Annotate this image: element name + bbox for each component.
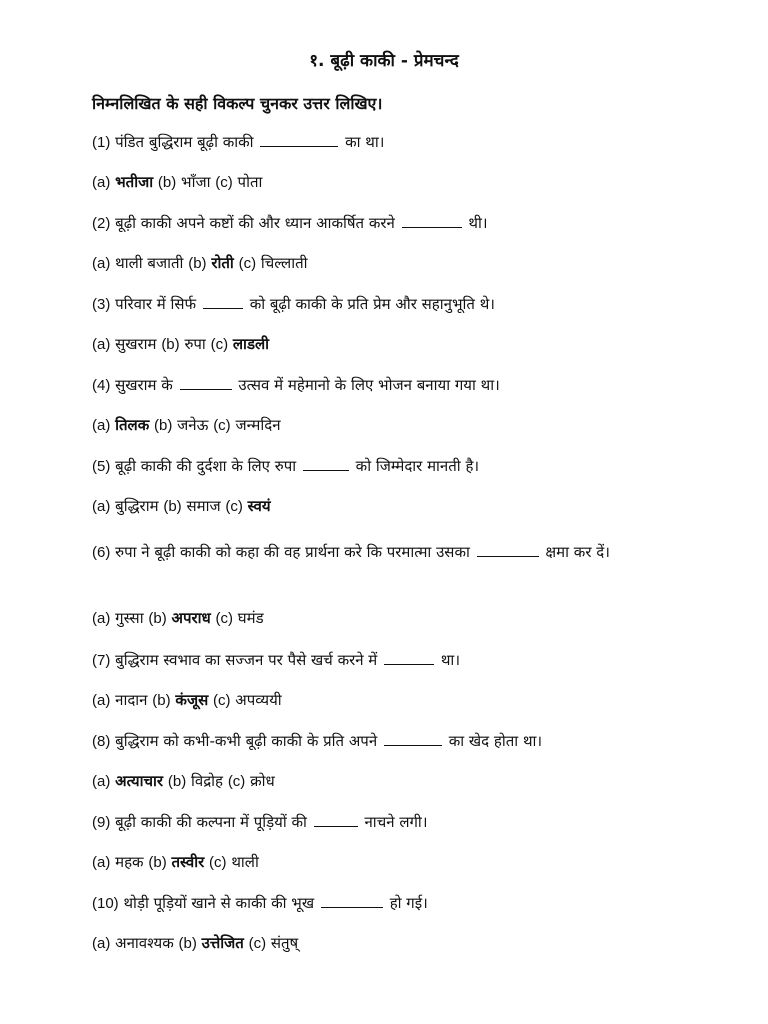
- question-row: [92, 294, 495, 314]
- answer-blank: [203, 294, 243, 309]
- option-label: (c): [238, 255, 257, 272]
- question-row: [92, 812, 428, 832]
- options-row: [92, 496, 271, 516]
- option-text: थाली बजाती: [115, 254, 184, 272]
- question-number: (7): [92, 652, 111, 669]
- question-text: बूढ़ी काकी की कल्पना में पूड़ियों की: [115, 813, 307, 831]
- options-row: [92, 852, 259, 872]
- question-text-end: था।: [440, 651, 460, 669]
- option-text: क्रोध: [250, 772, 275, 790]
- options-row: [92, 253, 308, 273]
- correct-option: स्वयं: [247, 497, 271, 515]
- correct-option: रोती: [211, 254, 234, 272]
- option-text: समाज: [186, 497, 221, 515]
- option-label: (b): [161, 336, 180, 353]
- question-text-end: को जिम्मेदार मानती है।: [355, 457, 480, 475]
- question-text-end: उत्सव में महेमानो के लिए भोजन बनाया गया था।: [238, 376, 500, 394]
- correct-option: कंजूस: [175, 691, 209, 709]
- option-text: नादान: [115, 691, 148, 709]
- question-row: [92, 375, 500, 395]
- option-label: (a): [92, 854, 111, 871]
- question-row: [92, 650, 460, 670]
- option-text: बुद्धिराम: [115, 497, 159, 515]
- correct-option: लाडली: [232, 335, 270, 353]
- option-text: जनेऊ: [177, 416, 209, 434]
- answer-blank: [303, 456, 349, 471]
- option-label: (b): [178, 935, 197, 952]
- option-label: (c): [215, 610, 234, 627]
- correct-option: भतीजा: [115, 173, 154, 191]
- option-text: सुखराम: [115, 335, 157, 353]
- question-number: (10): [92, 895, 119, 912]
- option-text: जन्मदिन: [235, 416, 281, 434]
- question-row: [92, 132, 384, 152]
- option-label: (c): [210, 336, 229, 353]
- option-text: संतुष्: [270, 934, 299, 952]
- options-row: [92, 172, 262, 192]
- option-label: (c): [213, 417, 231, 434]
- question-number: (6): [92, 544, 111, 561]
- question-row: [92, 731, 542, 751]
- option-label: (b): [148, 854, 167, 871]
- option-text: विद्रोह: [190, 772, 224, 790]
- question-text: बुद्धिराम स्वभाव का सज्जन पर पैसे खर्च करने में: [115, 651, 378, 669]
- option-text: पोता: [237, 173, 263, 191]
- options-row: [92, 608, 264, 628]
- options-row: [92, 690, 282, 710]
- correct-option: अपराध: [171, 609, 211, 627]
- question-row: [92, 213, 488, 233]
- answer-blank: [314, 812, 358, 827]
- option-text: गुस्सा: [115, 609, 144, 627]
- correct-option: उत्तेजित: [201, 934, 244, 952]
- question-text: रुपा ने बूढ़ी काकी को कहा की वह प्रार्थना करे कि परमात्मा उसका: [115, 543, 470, 561]
- page-title: १. बूढ़ी काकी - प्रेमचन्द: [309, 51, 459, 71]
- question-text-end: को बूढ़ी काकी के प्रति प्रेम और सहानुभूति थे।: [249, 295, 495, 313]
- answer-blank: [402, 213, 462, 228]
- options-row: [92, 933, 298, 953]
- answer-blank: [384, 731, 442, 746]
- question-number: (8): [92, 733, 111, 750]
- option-text: अनावश्यक: [115, 934, 174, 952]
- question-text-end: थी।: [468, 214, 488, 232]
- option-label: (a): [92, 174, 111, 191]
- question-text: बूढ़ी काकी की दुर्दशा के लिए रुपा: [115, 457, 297, 475]
- question-text-end: हो गई।: [389, 894, 428, 912]
- option-label: (c): [248, 935, 267, 952]
- option-label: (b): [157, 174, 177, 191]
- option-label: (c): [225, 498, 243, 515]
- question-text: बुद्धिराम को कभी-कभी बूढ़ी काकी के प्रति अपने: [115, 732, 378, 750]
- option-label: (b): [163, 498, 182, 515]
- option-label: (b): [154, 417, 173, 434]
- option-label: (a): [92, 498, 111, 515]
- question-text: थोड़ी पूड़ियों खाने से काकी की भूख: [123, 894, 315, 912]
- answer-blank: [477, 542, 539, 557]
- correct-option: तस्वीर: [171, 853, 205, 871]
- question-text: पंडित बुद्धिराम बूढ़ी काकी: [115, 133, 254, 151]
- instruction-text: निम्नलिखित के सही विकल्प चुनकर उत्तर लिखिए।: [92, 94, 383, 113]
- option-label: (a): [92, 336, 111, 353]
- option-label: (c): [215, 174, 233, 191]
- question-number: (1): [92, 134, 111, 151]
- option-label: (a): [92, 935, 111, 952]
- question-row: [92, 893, 428, 913]
- question-number: (2): [92, 215, 111, 232]
- question-number: (4): [92, 377, 111, 394]
- option-text: भाँजा: [181, 173, 211, 191]
- option-label: (a): [92, 692, 111, 709]
- question-text: सुखराम के: [115, 376, 173, 394]
- options-row: [92, 334, 269, 354]
- answer-blank: [321, 893, 383, 908]
- answer-blank: [384, 650, 434, 665]
- option-label: (a): [92, 255, 111, 272]
- question-text-end: नाचने लगी।: [364, 813, 428, 831]
- options-row: [92, 771, 275, 791]
- option-label: (c): [227, 773, 246, 790]
- option-label: (a): [92, 773, 111, 790]
- option-text: रुपा: [184, 335, 206, 353]
- option-text: महक: [115, 853, 144, 871]
- question-text-end: का था।: [345, 133, 385, 151]
- option-text: अपव्ययी: [235, 691, 282, 709]
- option-text: चिल्लाती: [260, 254, 308, 272]
- question-number: (9): [92, 814, 111, 831]
- option-label: (b): [152, 692, 171, 709]
- correct-option: तिलक: [115, 416, 150, 434]
- question-text-end: का खेद होता था।: [448, 732, 543, 750]
- option-label: (c): [209, 854, 227, 871]
- option-text: थाली: [231, 853, 259, 871]
- question-text: परिवार में सिर्फ: [115, 295, 197, 313]
- option-label: (c): [213, 692, 231, 709]
- question-text: बूढ़ी काकी अपने कष्टों की और ध्यान आकर्षित करने: [115, 214, 395, 232]
- option-text: घमंड: [237, 609, 264, 627]
- question-number: (3): [92, 296, 111, 313]
- option-label: (b): [167, 773, 187, 790]
- options-row: [92, 415, 281, 435]
- answer-blank: [260, 132, 338, 147]
- option-label: (a): [92, 610, 111, 627]
- answer-blank: [180, 375, 232, 390]
- option-label: (b): [188, 255, 207, 272]
- option-label: (b): [148, 610, 167, 627]
- question-row: [92, 456, 479, 476]
- question-number: (5): [92, 458, 111, 475]
- question-row: [92, 537, 692, 568]
- question-text-end: क्षमा कर दें।: [545, 543, 610, 561]
- correct-option: अत्याचार: [115, 772, 164, 790]
- option-label: (a): [92, 417, 111, 434]
